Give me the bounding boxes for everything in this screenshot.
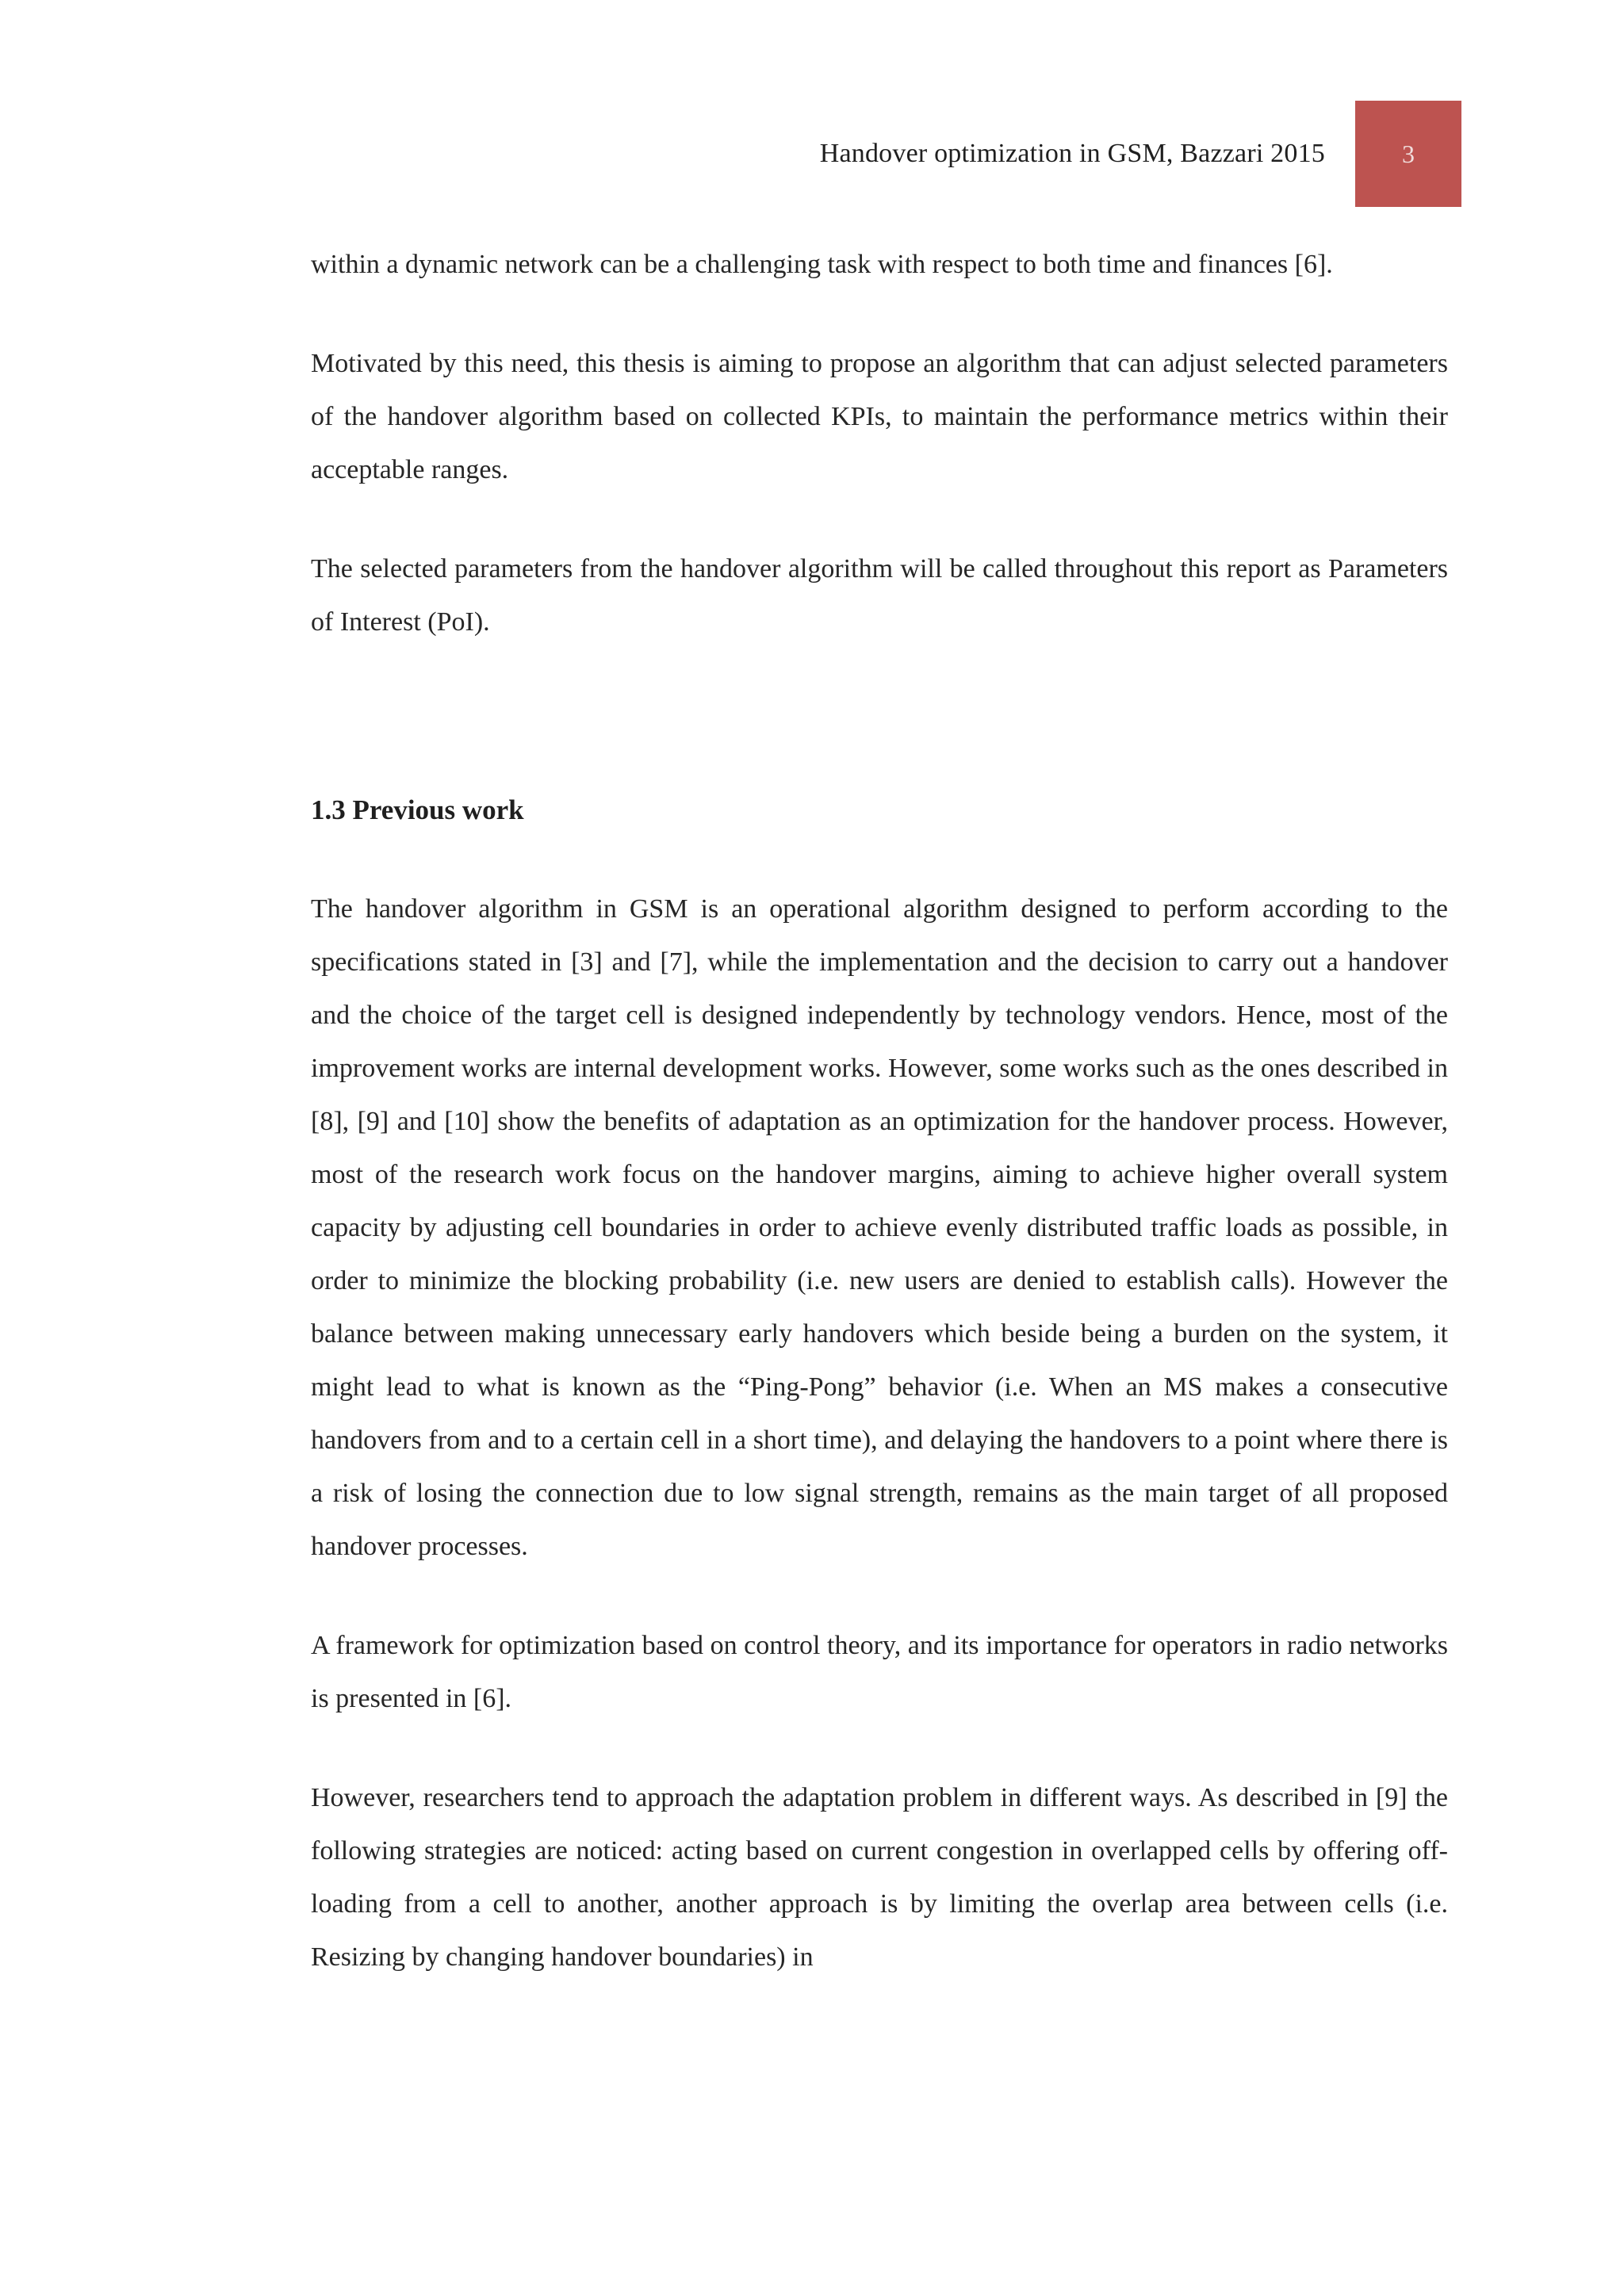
paragraph-previous-work-main: The handover algorithm in GSM is an operational algorithm designed to perform according to the specifications stated in [3] and [7], while the implementation and the decision to carry out a handover and the choice of the target cell is designed independently by technology vendors. Hence, most of the improvement works are internal development works. However, some works such as the ones described in [8], [9] and [10] show the benefits of adaptation as an optimization for the handover process. However, most of the research work focus on the handover margins, aiming to achieve higher overall system capacity by adjusting cell boundaries in order to achieve evenly distributed traffic loads as possible, in order to minimize the blocking probability (i.e. new users are denied to establish calls). However the balance between making unnecessary early handovers which beside being a burden on the system, it might lead to what is known as the “Ping-Pong” behavior (i.e. When an MS makes a consecutive handovers from and to a certain cell in a short time), and delaying the handovers to a point where there is a risk of losing the connection due to low signal strength, remains as the main target of all proposed handover processes. <box>311 894 1448 1561</box>
paragraph-intro-1: within a dynamic network can be a challenging task with respect to both time and finances [6]. <box>311 250 1333 279</box>
paragraph-framework: A framework for optimization based on control theory, and its importance for operators in radio networks is presented in [6]. <box>311 1631 1448 1713</box>
paragraph-motivation: Motivated by this need, this thesis is aiming to propose an algorithm that can adjust selected parameters of the handover algorithm based on collected KPIs, to maintain the performance metrics within their acceptable ranges. <box>311 349 1448 484</box>
running-header-title: Handover optimization in GSM, Bazzari 2015 <box>819 139 1325 168</box>
page-number-badge <box>1355 101 1461 207</box>
page-number: 3 <box>1402 139 1415 168</box>
paragraph-poi-definition: The selected parameters from the handover algorithm will be called throughout this report as Parameters of Interest (PoI). <box>311 554 1448 637</box>
section-heading-previous-work: 1.3 Previous work <box>311 794 524 825</box>
paragraph-strategies: However, researchers tend to approach the adaptation problem in different ways. As described in [9] the following strategies are noticed: acting based on current congestion in overlapped cells by offering off-loading from a cell to another, another approach is by limiting the overlap area between cells (i.e. Resizing by changing handover boundaries) in <box>311 1783 1448 1972</box>
document-body <box>311 238 1448 2030</box>
page-header <box>311 101 1461 207</box>
